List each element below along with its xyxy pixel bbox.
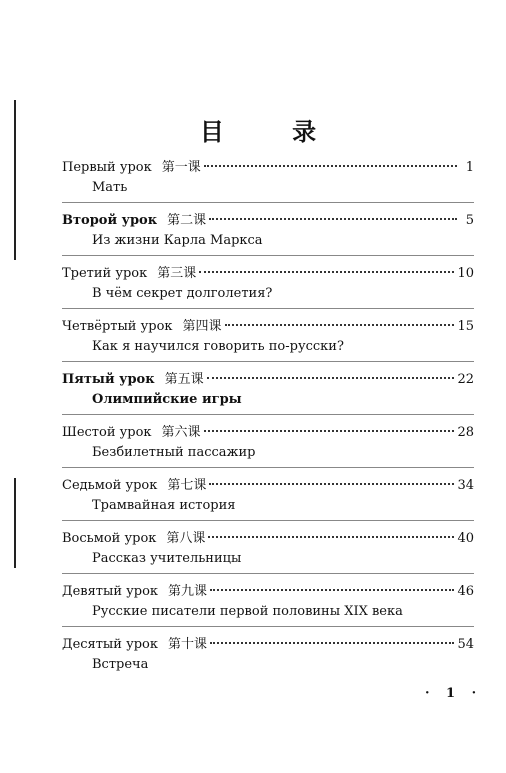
dot-leader	[208, 536, 454, 538]
separator-rule	[62, 308, 474, 309]
page-number: 5	[465, 213, 474, 228]
page-number: 1	[465, 160, 474, 175]
lesson-label: Первый урок	[62, 160, 152, 175]
separator-rule	[62, 573, 474, 574]
lesson-label-zh: 第四课	[182, 319, 222, 334]
lesson-label: Четвёртый урок	[62, 319, 173, 334]
lesson-title: Олимпийские игры	[92, 392, 242, 407]
separator-rule	[62, 361, 474, 362]
lesson-label-zh: 第九课	[168, 584, 208, 599]
separator-rule	[62, 202, 474, 203]
toc-entry-3[interactable]	[62, 262, 474, 304]
toc-entry-10[interactable]	[62, 633, 474, 675]
lesson-title: Безбилетный пассажир	[92, 445, 256, 460]
lesson-label: Седьмой урок	[62, 478, 158, 493]
lesson-label: Третий урок	[62, 266, 148, 281]
toc-entry-8[interactable]	[62, 527, 474, 569]
toc-entry-5[interactable]	[62, 368, 474, 410]
lesson-label-zh: 第二课	[167, 213, 207, 228]
lesson-label: Восьмой урок	[62, 531, 157, 546]
page-number: 10	[457, 266, 474, 281]
lesson-label-zh: 第一课	[161, 160, 201, 175]
lesson-title: Встреча	[92, 657, 149, 672]
dot-leader	[204, 430, 455, 432]
lesson-label-zh: 第七课	[167, 478, 207, 493]
margin-scan-mark-bottom	[14, 478, 16, 568]
lesson-title: Русские писатели первой половины XIX века	[92, 604, 403, 619]
lesson-label-zh: 第十课	[168, 637, 208, 652]
page-number: 40	[457, 531, 474, 546]
lesson-title: В чём секрет долголетия?	[92, 286, 273, 301]
separator-rule	[62, 467, 474, 468]
toc-entry-9[interactable]	[62, 580, 474, 622]
page-title: 目 录	[199, 117, 347, 146]
dot-leader	[210, 642, 454, 644]
lesson-title: Мать	[92, 180, 128, 195]
dot-leader	[199, 271, 454, 273]
lesson-title: Трамвайная история	[92, 498, 236, 513]
lesson-label: Девятый урок	[62, 584, 159, 599]
toc-entry-1[interactable]	[62, 156, 474, 198]
separator-rule	[62, 414, 474, 415]
separator-rule	[62, 626, 474, 627]
lesson-label-zh: 第五课	[164, 372, 204, 387]
lesson-label: Десятый урок	[62, 637, 159, 652]
dot-leader	[209, 483, 454, 485]
lesson-label: Второй урок	[62, 213, 158, 228]
lesson-label-zh: 第六课	[161, 425, 201, 440]
separator-rule	[62, 255, 474, 256]
page-number: 46	[457, 584, 474, 599]
toc-entry-2[interactable]	[62, 209, 474, 251]
page-folio: · 1 ·	[425, 686, 483, 701]
page-number: 28	[457, 425, 474, 440]
page-number: 54	[457, 637, 474, 652]
page-number: 22	[457, 372, 474, 387]
lesson-label-zh: 第八课	[166, 531, 206, 546]
lesson-title: Рассказ учительницы	[92, 551, 242, 566]
toc-entry-7[interactable]	[62, 474, 474, 516]
dot-leader	[225, 324, 455, 326]
lesson-title: Как я научился говорить по-русски?	[92, 339, 344, 354]
toc-entry-4[interactable]	[62, 315, 474, 357]
toc-entry-6[interactable]	[62, 421, 474, 463]
page-number: 15	[457, 319, 474, 334]
lesson-label: Шестой урок	[62, 425, 152, 440]
lesson-label-zh: 第三课	[157, 266, 197, 281]
page-number: 34	[457, 478, 474, 493]
dot-leader	[209, 218, 457, 220]
lesson-label: Пятый урок	[62, 372, 155, 387]
separator-rule	[62, 520, 474, 521]
dot-leader	[204, 165, 457, 167]
dot-leader	[207, 377, 455, 379]
lesson-title: Из жизни Карла Маркса	[92, 233, 263, 248]
dot-leader	[210, 589, 454, 591]
